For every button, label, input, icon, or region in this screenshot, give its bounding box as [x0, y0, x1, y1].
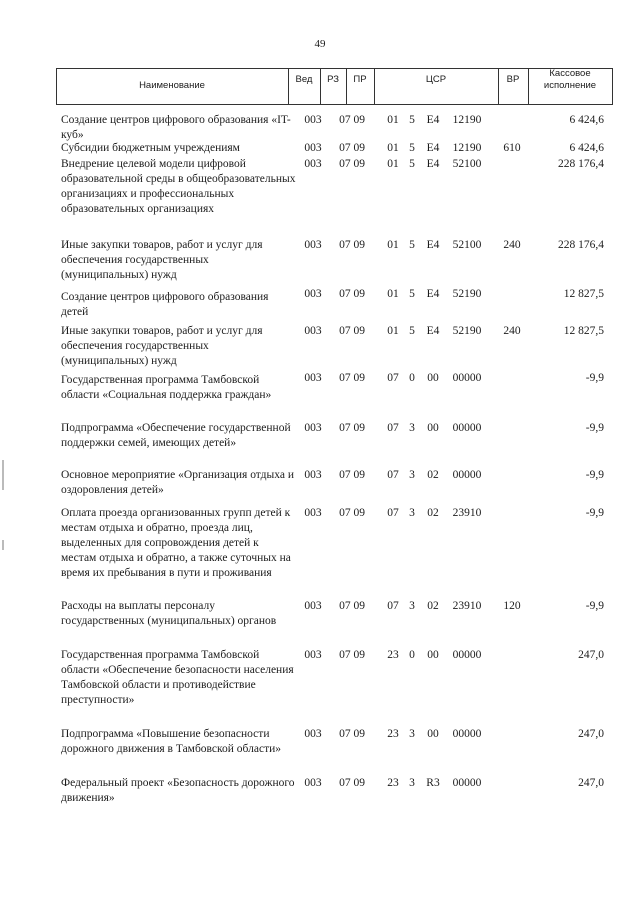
header-name: Наименование: [139, 80, 205, 91]
margin-mark: [2, 460, 4, 490]
row-name: Субсидии бюджетным учреждениям: [61, 142, 240, 154]
row-name: Создание центров цифрового образования детей: [61, 291, 269, 318]
csr-direction-cell: 00000: [452, 649, 482, 661]
csr-measure-cell: 02: [427, 507, 439, 519]
row-name: Подпрограмма «Повышение безопасности дорожного движения в Тамбовской области»: [61, 728, 281, 755]
rz-pr-cell: 07 09: [339, 422, 365, 434]
header-ved: Вед: [295, 74, 313, 85]
vr-cell: 240: [503, 239, 521, 251]
row-name: Подпрограмма «Обеспечение государственной поддержки семей, имеющих детей»: [61, 422, 291, 449]
amount-cell: 228 176,4: [558, 158, 604, 170]
csr-measure-cell: 00: [427, 649, 439, 661]
csr-direction-cell: 00000: [452, 422, 482, 434]
ved-cell: 003: [304, 600, 322, 612]
csr-direction-cell: 00000: [452, 728, 482, 740]
csr-program-cell: 01: [387, 239, 399, 251]
header-sum-line1: Кассовое: [549, 68, 591, 79]
amount-cell: -9,9: [585, 422, 604, 434]
csr-direction-cell: 23910: [452, 600, 482, 612]
csr-subprogram-cell: 5: [409, 114, 415, 126]
row-name: Иные закупки товаров, работ и услуг для обеспечения государственных (муниципальных) нужд: [61, 239, 263, 281]
ved-cell: 003: [304, 422, 322, 434]
csr-subprogram-cell: 3: [409, 422, 415, 434]
rz-pr-cell: 07 09: [339, 142, 365, 154]
ved-cell: 003: [304, 325, 322, 337]
csr-direction-cell: 12190: [452, 114, 482, 126]
table-header: [56, 68, 613, 105]
csr-subprogram-cell: 3: [409, 728, 415, 740]
csr-measure-cell: 00: [427, 728, 439, 740]
csr-program-cell: 01: [387, 158, 399, 170]
csr-program-cell: 07: [387, 422, 399, 434]
margin-mark: [2, 540, 4, 550]
csr-subprogram-cell: 0: [409, 649, 415, 661]
header-pr: ПР: [353, 74, 367, 85]
amount-cell: -9,9: [585, 507, 604, 519]
row-name: Расходы на выплаты персоналу государственных (муниципальных) органов: [61, 600, 277, 627]
csr-subprogram-cell: 3: [409, 507, 415, 519]
csr-program-cell: 23: [387, 777, 399, 789]
ved-cell: 003: [304, 142, 322, 154]
csr-program-cell: 01: [387, 325, 399, 337]
csr-program-cell: 07: [387, 372, 399, 384]
header-vr: ВР: [506, 74, 520, 85]
ved-cell: 003: [304, 114, 322, 126]
rz-pr-cell: 07 09: [339, 649, 365, 661]
csr-measure-cell: E4: [426, 142, 440, 154]
rz-pr-cell: 07 09: [339, 325, 365, 337]
ved-cell: 003: [304, 158, 322, 170]
csr-program-cell: 07: [387, 507, 399, 519]
csr-program-cell: 01: [387, 288, 399, 300]
csr-measure-cell: E4: [426, 114, 440, 126]
rz-pr-cell: 07 09: [339, 114, 365, 126]
rz-pr-cell: 07 09: [339, 158, 365, 170]
csr-direction-cell: 52100: [452, 158, 482, 170]
amount-cell: 247,0: [578, 728, 604, 740]
vr-cell: 120: [503, 600, 521, 612]
vr-cell: 610: [503, 142, 521, 154]
csr-subprogram-cell: 5: [409, 288, 415, 300]
csr-program-cell: 01: [387, 114, 399, 126]
amount-cell: 12 827,5: [563, 325, 604, 337]
rz-pr-cell: 07 09: [339, 372, 365, 384]
amount-cell: -9,9: [585, 469, 604, 481]
rz-pr-cell: 07 09: [339, 288, 365, 300]
amount-cell: 6 424,6: [569, 142, 604, 154]
csr-program-cell: 07: [387, 469, 399, 481]
amount-cell: -9,9: [585, 600, 604, 612]
csr-subprogram-cell: 5: [409, 142, 415, 154]
header-rz: РЗ: [327, 74, 339, 85]
rz-pr-cell: 07 09: [339, 507, 365, 519]
row-name: Оплата проезда организованных групп детей к местам отдыха и обратно, проезда лиц, выделенных для сопровождения детей к местам отдыха и обратно, а также суточных на время их пребывания в пути и проживания: [61, 507, 291, 579]
page-number: 49: [314, 38, 326, 50]
csr-measure-cell: E4: [426, 325, 440, 337]
row-name: Федеральный проект «Безопасность дорожного движения»: [61, 777, 295, 804]
rz-pr-cell: 07 09: [339, 777, 365, 789]
csr-measure-cell: 02: [427, 469, 439, 481]
csr-program-cell: 07: [387, 600, 399, 612]
amount-cell: 247,0: [578, 649, 604, 661]
csr-direction-cell: 00000: [452, 777, 482, 789]
csr-measure-cell: E4: [426, 158, 440, 170]
vr-cell: 240: [503, 325, 521, 337]
row-name: Создание центров цифрового образования «IT-куб»: [61, 114, 291, 141]
ved-cell: 003: [304, 777, 322, 789]
csr-program-cell: 23: [387, 728, 399, 740]
ved-cell: 003: [304, 649, 322, 661]
row-name: Основное мероприятие «Организация отдыха и оздоровления детей»: [61, 469, 294, 496]
csr-direction-cell: 52190: [452, 288, 482, 300]
csr-measure-cell: E4: [426, 239, 440, 251]
csr-subprogram-cell: 5: [409, 325, 415, 337]
rz-pr-cell: 07 09: [339, 239, 365, 251]
header-sum-line2: исполнение: [543, 80, 597, 91]
rz-pr-cell: 07 09: [339, 600, 365, 612]
ved-cell: 003: [304, 372, 322, 384]
amount-cell: -9,9: [585, 372, 604, 384]
csr-subprogram-cell: 3: [409, 600, 415, 612]
csr-measure-cell: E4: [426, 288, 440, 300]
csr-program-cell: 23: [387, 649, 399, 661]
row-name: Внедрение целевой модели цифровой образовательной среды в общеобразовательных организациях и профессиональных образовательных организациях: [61, 158, 296, 215]
amount-cell: 228 176,4: [558, 239, 604, 251]
rz-pr-cell: 07 09: [339, 728, 365, 740]
csr-direction-cell: 52100: [452, 239, 482, 251]
csr-direction-cell: 00000: [452, 469, 482, 481]
csr-measure-cell: 02: [427, 600, 439, 612]
amount-cell: 247,0: [578, 777, 604, 789]
csr-subprogram-cell: 3: [409, 777, 415, 789]
csr-measure-cell: 00: [427, 372, 439, 384]
ved-cell: 003: [304, 288, 322, 300]
row-name: Иные закупки товаров, работ и услуг для обеспечения государственных (муниципальных) нужд: [61, 325, 263, 367]
csr-direction-cell: 23910: [452, 507, 482, 519]
csr-program-cell: 01: [387, 142, 399, 154]
ved-cell: 003: [304, 469, 322, 481]
header-csr: ЦСР: [425, 74, 447, 85]
csr-subprogram-cell: 5: [409, 239, 415, 251]
csr-direction-cell: 00000: [452, 372, 482, 384]
csr-subprogram-cell: 3: [409, 469, 415, 481]
csr-subprogram-cell: 5: [409, 158, 415, 170]
ved-cell: 003: [304, 728, 322, 740]
ved-cell: 003: [304, 507, 322, 519]
amount-cell: 12 827,5: [563, 288, 604, 300]
csr-measure-cell: 00: [427, 422, 439, 434]
csr-subprogram-cell: 0: [409, 372, 415, 384]
row-name: Государственная программа Тамбовской области «Обеспечение безопасности населения Тамбовской области и противодействие преступности»: [61, 649, 294, 706]
csr-measure-cell: R3: [426, 777, 440, 789]
row-name: Государственная программа Тамбовской области «Социальная поддержка граждан»: [61, 374, 272, 401]
csr-direction-cell: 52190: [452, 325, 482, 337]
csr-direction-cell: 12190: [452, 142, 482, 154]
rz-pr-cell: 07 09: [339, 469, 365, 481]
amount-cell: 6 424,6: [569, 114, 604, 126]
ved-cell: 003: [304, 239, 322, 251]
